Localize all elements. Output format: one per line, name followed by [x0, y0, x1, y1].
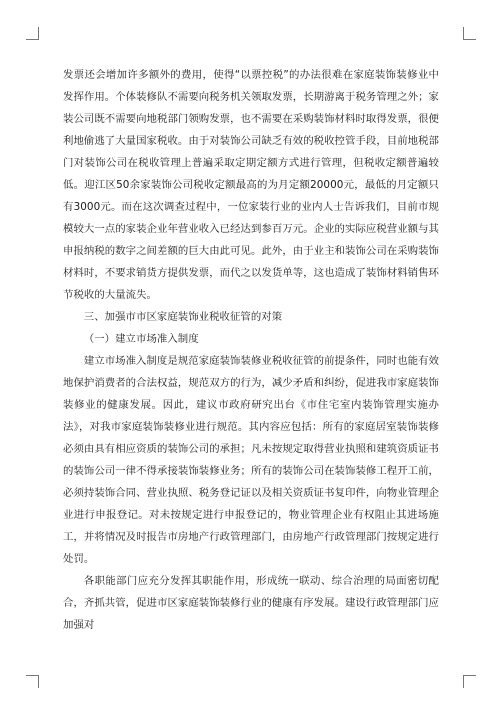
crop-mark-top-right	[463, 27, 476, 40]
crop-mark-bottom-right	[463, 675, 476, 688]
crop-mark-top-left	[26, 27, 39, 40]
crop-mark-bottom-left	[26, 675, 39, 688]
subsection-heading: （一）建立市场准入制度	[83, 333, 199, 345]
body-paragraph: 发票还会增加许多额外的费用，使得“以票控税”的办法很难在家庭装饰装修业中发挥作用。个体装修队不需要向税务机关领取发票，长期游离于税务管理之外；家装公司既不需要向地税部门领购发票，也不需要在采购装饰材料时取得发票，很便利地偷逃了大量国家税收。由于对装饰公司缺乏有效的税收控管手段，目前地税部门对装饰公司在税收管理上普遍采取定期定额方式进行管理，但税收定额普遍较低。迎江区50余家装饰公司税收定额最高的为月定额20000元，最低的月定额只有3000元。而在这次调查过程中，一位家装行业的业内人士告诉我们，目前市规模较大一点的家装企业年营业收入已经达到参百万元。企业的实际应税营业额与其申报纳税的数字之间差额的巨大由此可见。此外，由于业主和装饰公司在采购装饰材料时，不要求销货方提供发票，而代之以发货单等，这也造成了装饰材料销售环节税收的大量流失。	[63, 69, 439, 301]
document-body	[63, 64, 439, 636]
body-paragraph: 各职能部门应充分发挥其职能作用，形成统一联动、综合治理的局面密切配合，齐抓共管，促进市区家庭装饰装修行业的健康有序发展。建设行政管理部门应加强对	[63, 575, 439, 631]
section-heading: 三、加强市市区家庭装饰业税收征管的对策	[83, 311, 283, 323]
body-paragraph: 建立市场准入制度是规范家庭装饰装修业税收征管的前提条件，同时也能有效地保护消费者的合法权益，规范双方的行为，减少矛盾和纠纷，促进我市家庭装饰装修业的健康发展。因此，建议市政府研究出台《市住宅室内装饰管理实施办法》，对我市家庭装饰装修业进行规范。其内容应包括：所有的家庭居室装饰装修必须由具有相应资质的装饰公司的承担；凡未按规定取得营业执照和建筑资质证书的装饰公司一律不得承接装饰装修业务；所有的装饰公司在装饰装修工程开工前，必须持装饰合同、营业执照、税务登记证以及相关资质证书复印件，向物业管理企业进行申报登记。对未按规定进行申报登记的，物业管理企业有权阻止其进场施工，并将情况及时报告市房地产行政管理部门，由房地产行政管理部门按规定进行处罚。	[63, 355, 439, 565]
